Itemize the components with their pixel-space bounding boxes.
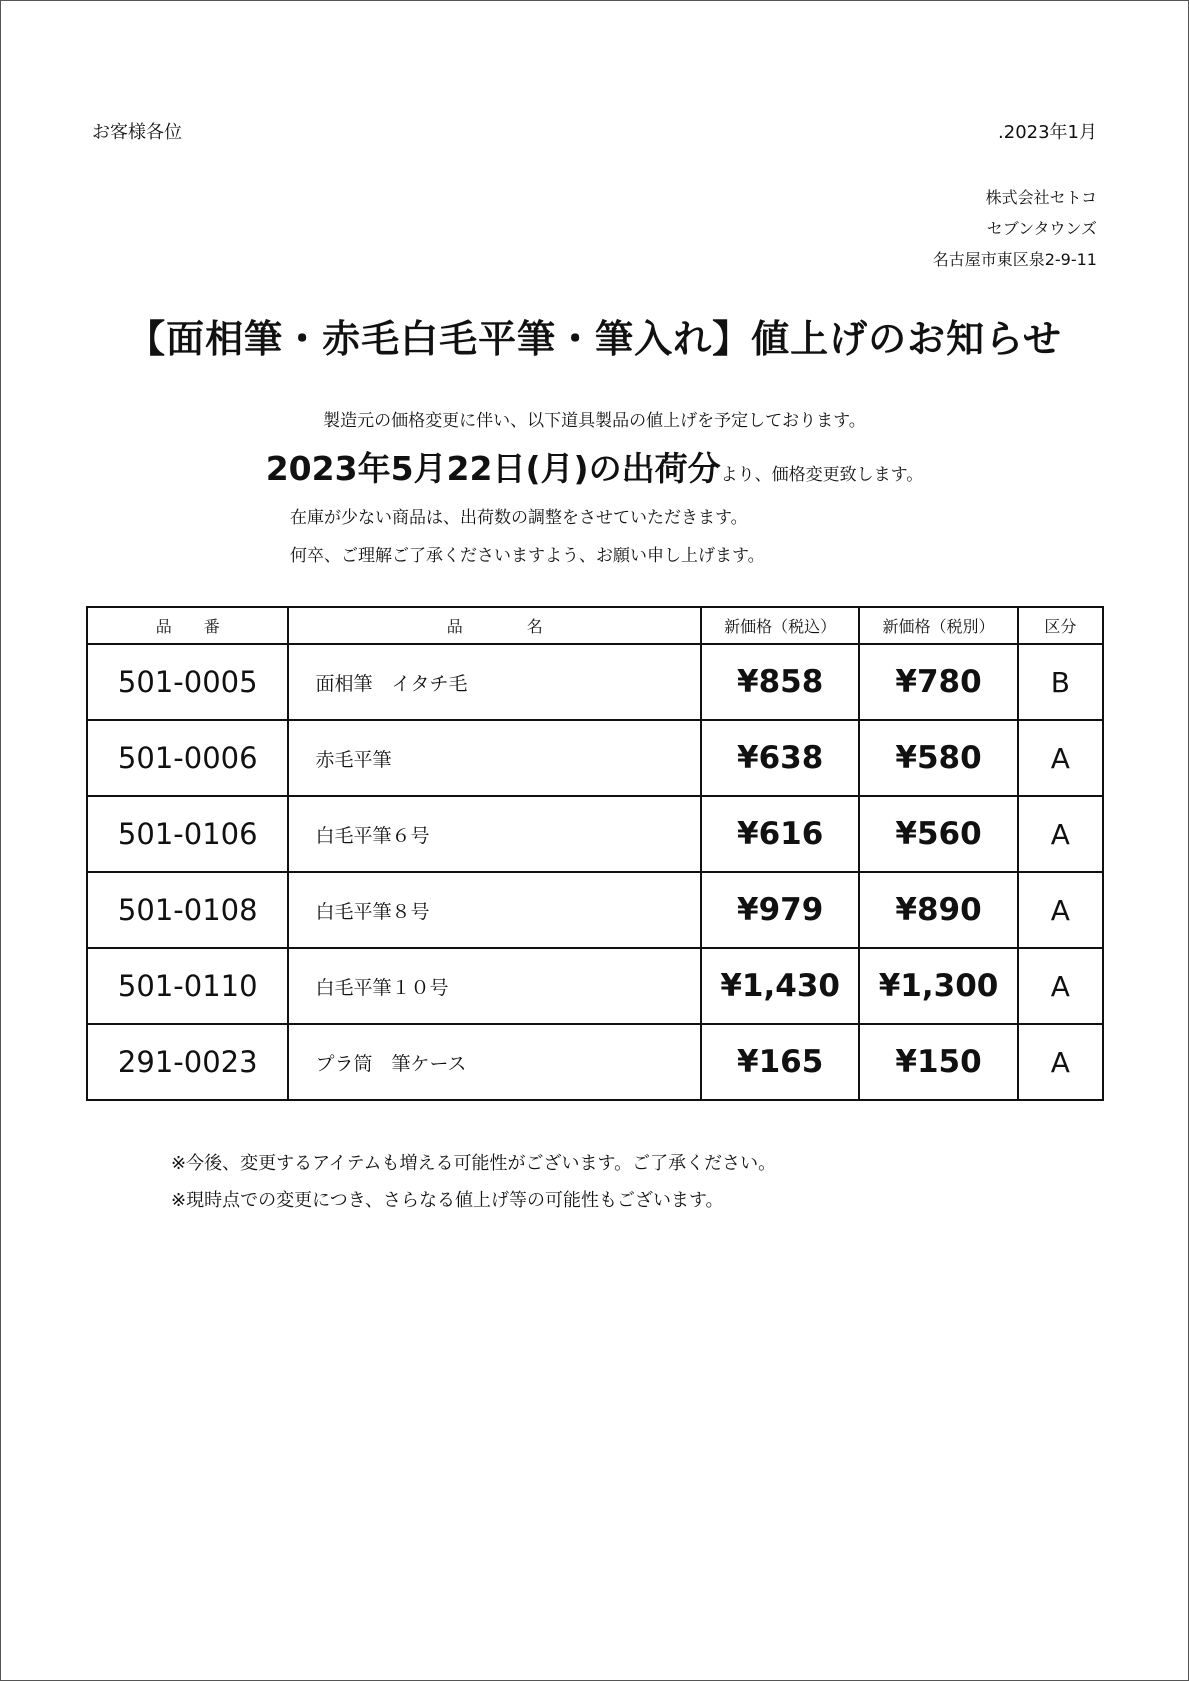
product-category: A bbox=[1018, 796, 1103, 872]
product-code: 501-0110 bbox=[87, 948, 288, 1024]
body-line-2-rest: より、価格変更致します。 bbox=[720, 465, 924, 485]
price-incl-tax: ¥638 bbox=[701, 720, 859, 796]
header-name: 品 名 bbox=[288, 607, 701, 644]
price-incl-tax: ¥858 bbox=[701, 644, 859, 720]
table-row bbox=[87, 644, 1103, 720]
product-code: 501-0106 bbox=[87, 796, 288, 872]
product-code: 501-0005 bbox=[87, 644, 288, 720]
price-table bbox=[86, 606, 1104, 1101]
price-excl-tax: ¥150 bbox=[859, 1024, 1017, 1100]
table-row bbox=[87, 720, 1103, 796]
product-name: 赤毛平筆 bbox=[288, 720, 701, 796]
price-excl-tax: ¥1,300 bbox=[859, 948, 1017, 1024]
body-line-4: 何卒、ご理解ご了承くださいますよう、お願い申し上げます。 bbox=[290, 546, 765, 566]
price-excl-tax: ¥890 bbox=[859, 872, 1017, 948]
body-line-1: 製造元の価格変更に伴い、以下道具製品の値上げを予定しております。 bbox=[323, 411, 866, 431]
price-excl-tax: ¥580 bbox=[859, 720, 1017, 796]
recipient-line: お客様各位 bbox=[92, 122, 182, 143]
price-incl-tax: ¥165 bbox=[701, 1024, 859, 1100]
product-name: 白毛平筆８号 bbox=[288, 872, 701, 948]
product-category: A bbox=[1018, 720, 1103, 796]
header-price-excl: 新価格（税別） bbox=[859, 607, 1017, 644]
price-excl-tax: ¥780 bbox=[859, 644, 1017, 720]
price-incl-tax: ¥616 bbox=[701, 796, 859, 872]
sender-block bbox=[933, 182, 1097, 275]
notice-title: 【面相筆・赤毛白毛平筆・筆入れ】値上げのお知らせ bbox=[127, 317, 1062, 361]
price-incl-tax: ¥979 bbox=[701, 872, 859, 948]
footnotes bbox=[171, 1145, 776, 1219]
sender-division: セブンタウンズ bbox=[986, 219, 1097, 238]
table-header-row bbox=[87, 607, 1103, 644]
footnote: ※今後、変更するアイテムも増える可能性がございます。ご了承ください。 bbox=[171, 1153, 777, 1174]
table-row bbox=[87, 872, 1103, 948]
footnote: ※現時点での変更につき、さらなる値上げ等の可能性もございます。 bbox=[171, 1190, 724, 1211]
body-line-3: 在庫が少ない商品は、出荷数の調整をさせていただきます。 bbox=[290, 508, 748, 528]
product-name: プラ筒 筆ケース bbox=[288, 1024, 701, 1100]
product-category: A bbox=[1018, 948, 1103, 1024]
product-code: 501-0108 bbox=[87, 872, 288, 948]
product-name: 白毛平筆１０号 bbox=[288, 948, 701, 1024]
sender-address: 名古屋市東区泉2-9-11 bbox=[932, 250, 1097, 269]
shipping-date-emphasis: 2023年5月22日(月)の出荷分 bbox=[265, 449, 721, 488]
header-code: 品 番 bbox=[87, 607, 288, 644]
product-category: A bbox=[1018, 872, 1103, 948]
price-excl-tax: ¥560 bbox=[859, 796, 1017, 872]
table-row bbox=[87, 796, 1103, 872]
product-category: B bbox=[1018, 644, 1103, 720]
price-incl-tax: ¥1,430 bbox=[701, 948, 859, 1024]
table-row bbox=[87, 1024, 1103, 1100]
product-name: 白毛平筆６号 bbox=[288, 796, 701, 872]
body-line-2 bbox=[1, 443, 1188, 490]
product-category: A bbox=[1018, 1024, 1103, 1100]
sender-company: 株式会社セトコ bbox=[985, 188, 1097, 207]
product-name: 面相筆 イタチ毛 bbox=[288, 644, 701, 720]
product-code: 291-0023 bbox=[87, 1024, 288, 1100]
product-code: 501-0006 bbox=[87, 720, 288, 796]
document-date: .2023年1月 bbox=[998, 122, 1097, 143]
header-category: 区分 bbox=[1018, 607, 1103, 644]
header-price-incl: 新価格（税込） bbox=[701, 607, 859, 644]
table-row bbox=[87, 948, 1103, 1024]
